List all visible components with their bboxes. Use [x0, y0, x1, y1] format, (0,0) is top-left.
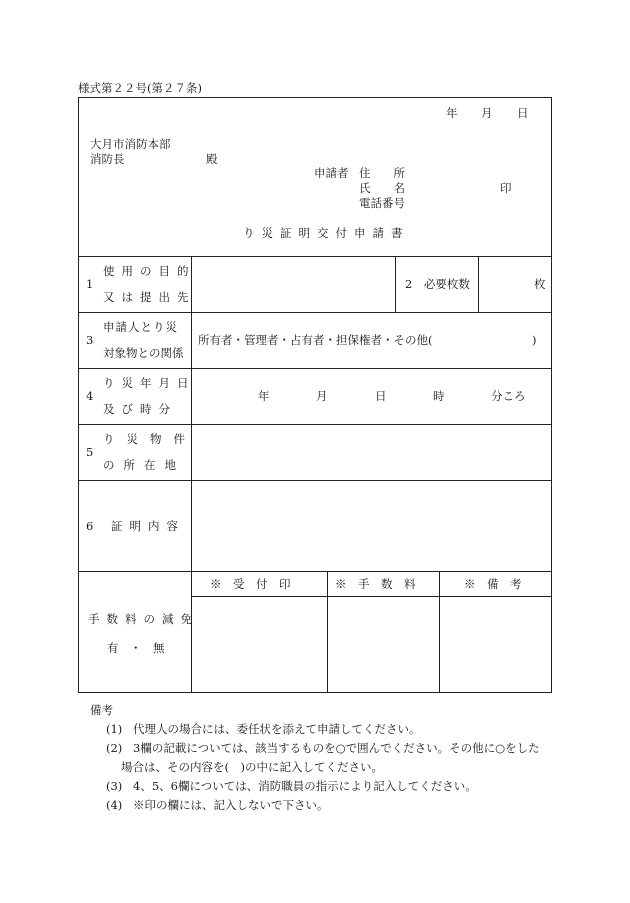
- row4-label-line2: 及び時分: [103, 402, 177, 416]
- note-1-text: 代理人の場合には、委任状を添えて申請してください。: [133, 722, 421, 736]
- fee-col-reception-stamp: ※ 受 付 印: [210, 577, 291, 591]
- row4-label-line1: り災年月日: [103, 376, 196, 390]
- row-divider-3: [78, 312, 552, 313]
- copies-unit: 枚: [534, 277, 546, 291]
- date-day-label: 日: [517, 106, 529, 120]
- note-4-number: (4): [106, 798, 123, 812]
- form-frame: [78, 97, 552, 693]
- applicant-label: 申請者: [314, 166, 349, 180]
- r4-month-label: 月: [316, 389, 328, 403]
- note-2-number: (2): [106, 741, 123, 755]
- note-3-number: (3): [106, 779, 123, 793]
- name-label: 氏 名: [359, 181, 405, 195]
- row3-number: 3: [86, 333, 94, 347]
- honorific: 殿: [206, 152, 218, 166]
- row6-label: 6 証明内容: [86, 519, 185, 533]
- fee-exemption-label: 手数料の減免: [88, 612, 199, 626]
- recipient-title: 消防長: [90, 152, 125, 166]
- fee-exemption-options: 有 ・ 無: [107, 641, 165, 655]
- copies-divider-b: [478, 256, 479, 312]
- row4-number: 4: [86, 389, 94, 403]
- note-2-text: 3欄の記載については、該当するものを○で囲んでください。その他に○をした: [133, 741, 540, 755]
- row-divider-fee: [78, 571, 552, 572]
- r4-year-label: 年: [258, 389, 270, 403]
- row3-label-line1: 申請人とり災: [103, 320, 178, 334]
- relationship-close-paren: ): [532, 333, 537, 347]
- r4-day-label: 日: [375, 389, 387, 403]
- relationship-options: 所有者・管理者・占有者・担保権者・その他(: [198, 333, 433, 347]
- fee-col-divider-a: [327, 571, 328, 693]
- fee-col-divider-b: [439, 571, 440, 693]
- row1-label-line2: 又は提出先: [103, 290, 196, 304]
- recipient-org: 大月市消防本部: [90, 137, 171, 151]
- fee-header-divider: [191, 596, 552, 597]
- row3-label-line2: 対象物との関係: [103, 346, 184, 360]
- date-year-label: 年: [446, 106, 458, 120]
- row-divider-4: [78, 368, 552, 369]
- note-4-text: ※印の欄には、記入しないで下さい。: [133, 798, 329, 812]
- row-divider-1: [78, 256, 552, 257]
- phone-label: 電話番号: [359, 196, 405, 210]
- note-3-text: 4、5、6欄については、消防職員の指示により記入してください。: [133, 779, 477, 793]
- date-month-label: 月: [481, 106, 493, 120]
- r4-hour-label: 時: [433, 389, 445, 403]
- copies-label: 2 必要枚数: [405, 277, 470, 291]
- label-column-divider: [191, 256, 192, 693]
- form-title: り災証明交付申請書: [243, 226, 410, 240]
- note-1-number: (1): [106, 722, 123, 736]
- notes-title: 備考: [90, 703, 113, 717]
- fee-col-fee: ※ 手 数 料: [335, 577, 416, 591]
- fee-col-remarks: ※ 備 考: [464, 577, 522, 591]
- row5-label-line2: の所在地: [103, 458, 185, 472]
- address-label: 住 所: [359, 166, 405, 180]
- r4-minute-label: 分ころ: [491, 389, 526, 403]
- row1-number: 1: [86, 277, 94, 291]
- row-divider-6: [78, 480, 552, 481]
- copies-divider-a: [395, 256, 396, 312]
- row5-label-line1: り災物件: [103, 432, 197, 446]
- seal-mark: 印: [500, 181, 512, 195]
- form-number: 様式第２２号(第２７条): [78, 81, 202, 95]
- row5-number: 5: [86, 445, 94, 459]
- row-divider-5: [78, 424, 552, 425]
- note-2-continuation: 場合は、その内容を( )の中に記入してください。: [121, 760, 383, 774]
- row1-label-line1: 使用の目的: [103, 264, 196, 278]
